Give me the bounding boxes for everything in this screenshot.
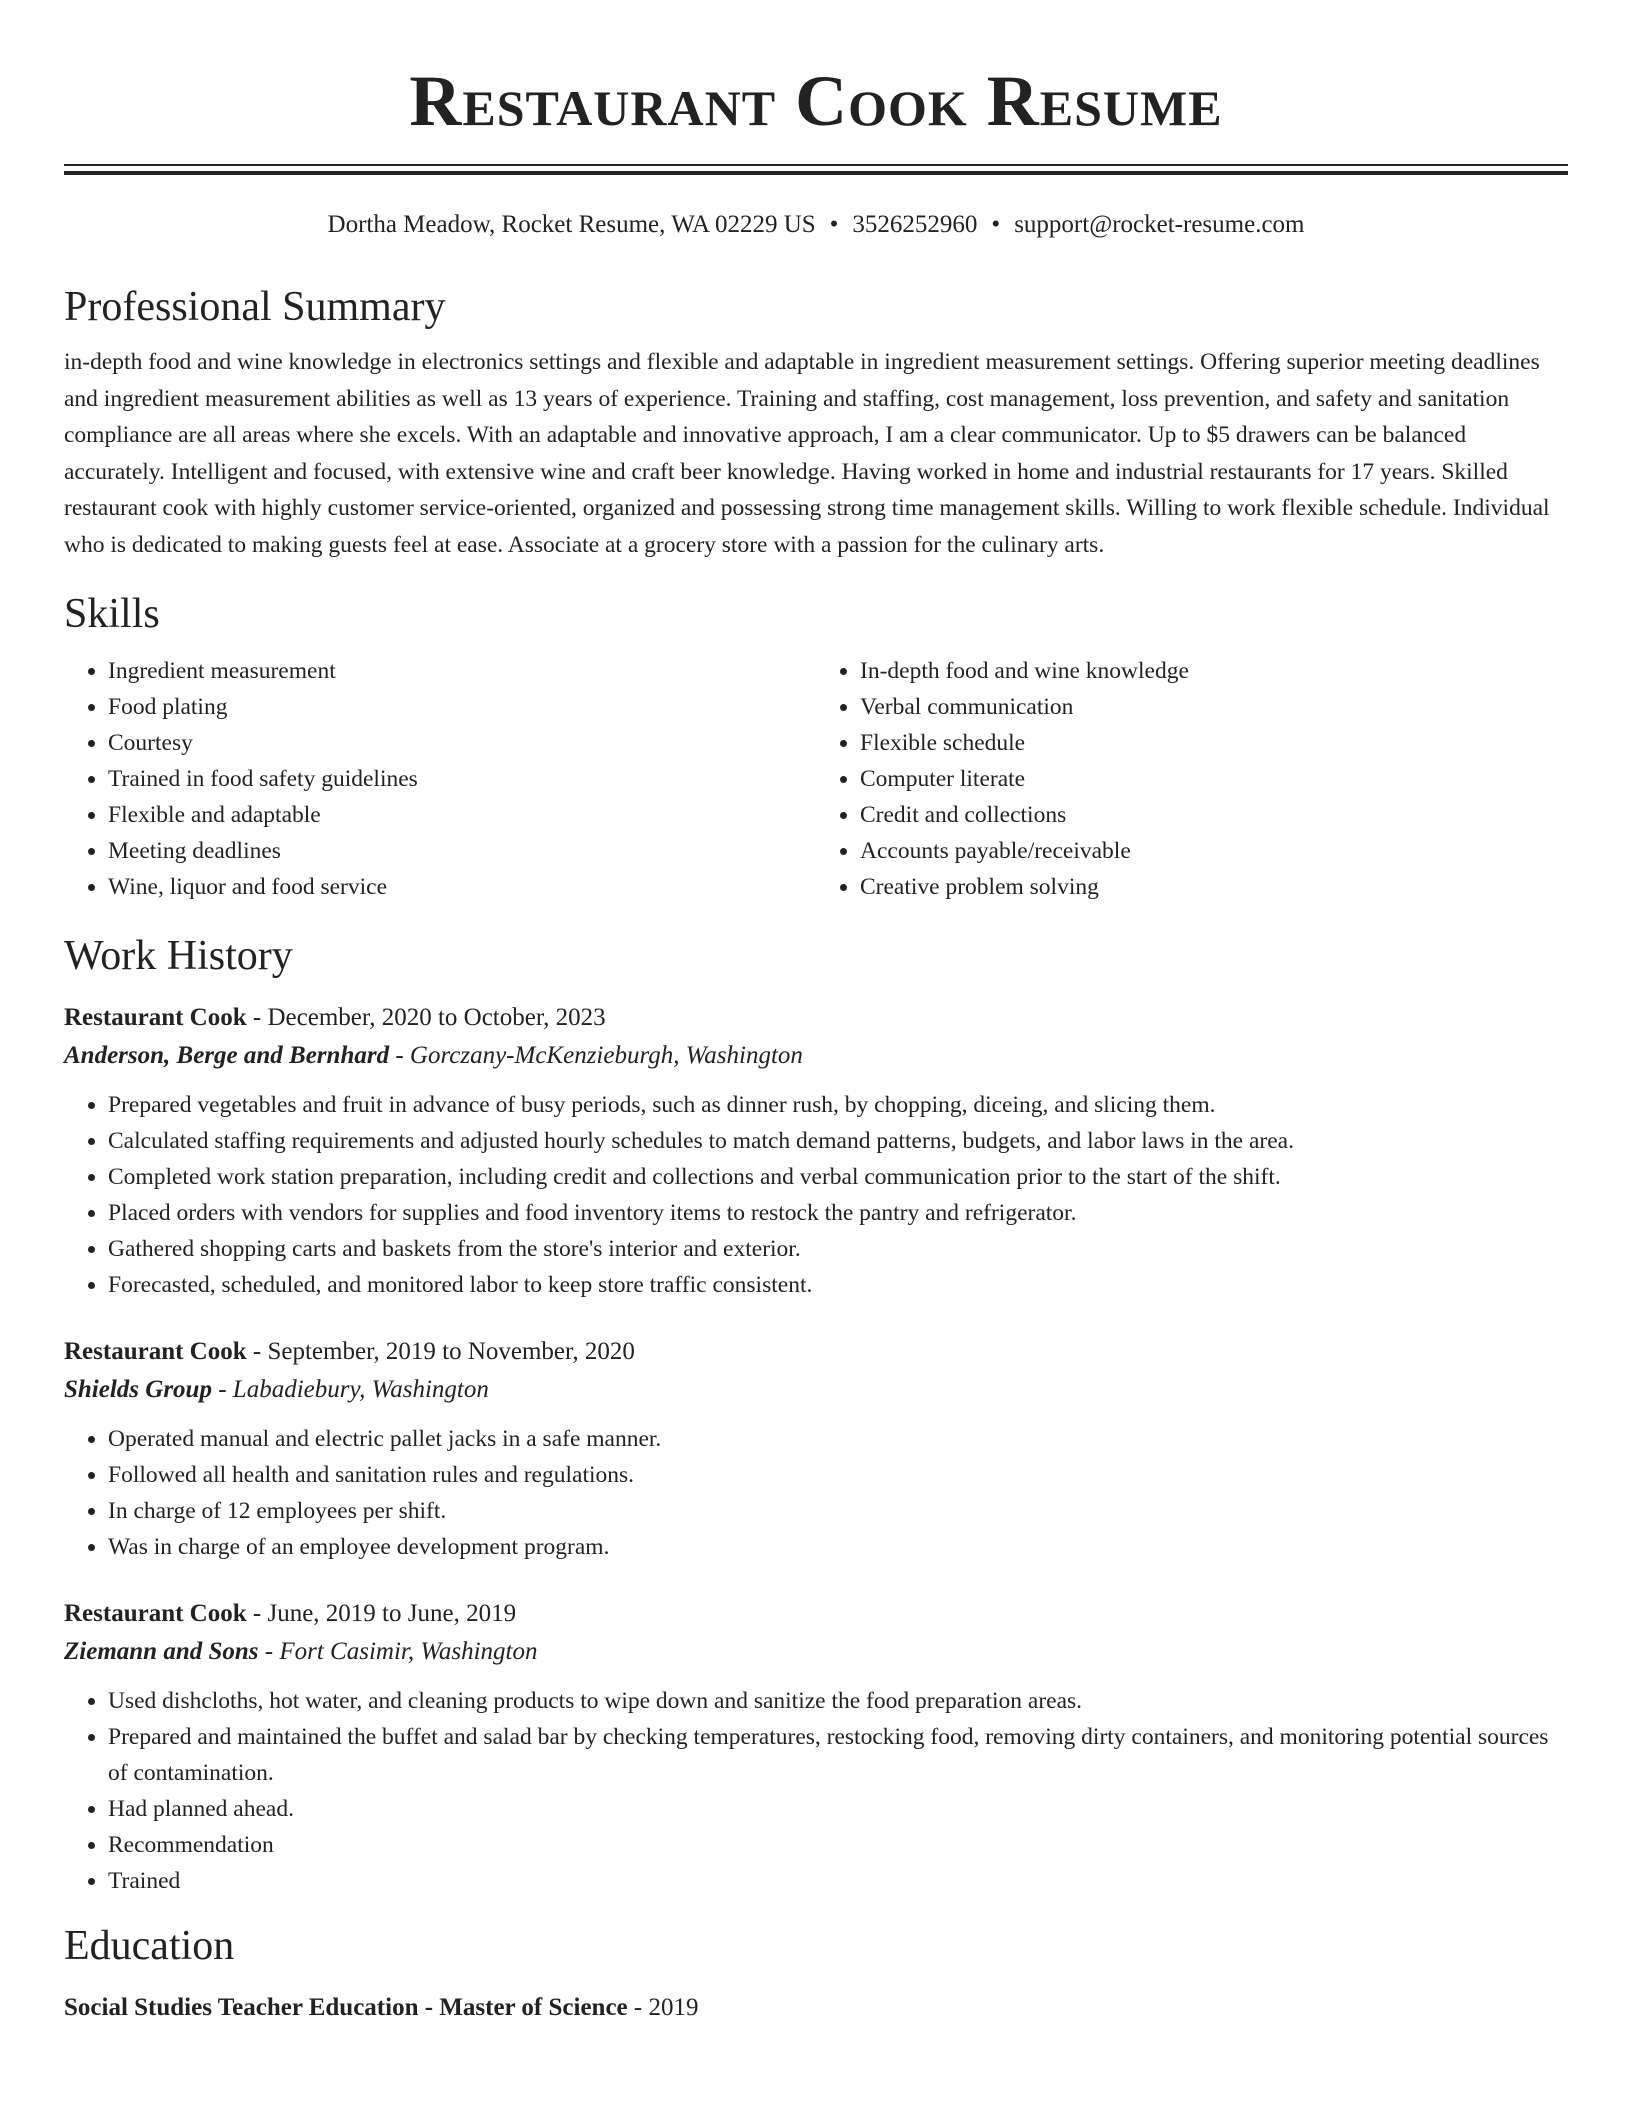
job-bullets bbox=[64, 1421, 1568, 1565]
contact-line bbox=[64, 210, 1568, 240]
work-history-heading: Work History bbox=[64, 933, 293, 979]
summary-text: in-depth food and wine knowledge in electronics settings and flexible and adaptable in ingredient measurement settings. Offering superior meeting deadlines and ingredient measurement abilities as well as 13 years of experience. Training and staffing, cost management, loss prevention, and safety and sanitation compliance are all areas where she excels. With an adaptable and innovative approach, I am a clear communicator. Up to $5 drawers can be balanced accurately. Intelligent and focused, with extensive wine and craft beer knowledge. Having worked in home and industrial restaurants for 17 years. Skilled restaurant cook with highly customer service-oriented, organized and possessing strong time management skills. Willing to work flexible schedule. Individual who is dedicated to making guests feel at ease. Associate at a grocery store with a passion for the culinary arts. bbox=[64, 349, 1550, 558]
job-company-line bbox=[64, 1371, 1568, 1409]
job-company-line bbox=[64, 1037, 1568, 1075]
job-location: - Labadiebury, Washington bbox=[211, 1376, 489, 1403]
job-company: Ziemann and Sons bbox=[64, 1638, 259, 1665]
contact-separator: • bbox=[991, 211, 1001, 238]
education-year: - 2019 bbox=[627, 1994, 699, 2021]
job-bullet: • Operated manual and electric pallet jacks in a safe manner. bbox=[108, 1421, 1568, 1457]
job-title-line bbox=[64, 1595, 1568, 1633]
job-dates: - September, 2019 to November, 2020 bbox=[246, 1338, 635, 1365]
skills-heading: Skills bbox=[64, 591, 160, 637]
job-entry bbox=[64, 999, 1568, 1303]
contact-separator: • bbox=[829, 211, 839, 238]
job-bullet: • Completed work station preparation, including credit and collections and verbal communication prior to the start of the shift. bbox=[108, 1159, 1568, 1195]
job-dates: - June, 2019 to June, 2019 bbox=[246, 1600, 517, 1627]
skill-item: • Food plating bbox=[108, 689, 816, 725]
skill-item: • Flexible schedule bbox=[860, 725, 1568, 761]
title-divider bbox=[64, 164, 1568, 175]
job-bullet: • Prepared vegetables and fruit in advance of busy periods, such as dinner rush, by chopping, diceing, and slicing them. bbox=[108, 1087, 1568, 1123]
job-dates: - December, 2020 to October, 2023 bbox=[246, 1004, 606, 1031]
skill-item: • Courtesy bbox=[108, 725, 816, 761]
job-bullet: • Was in charge of an employee development program. bbox=[108, 1529, 1568, 1565]
job-title: Restaurant Cook bbox=[64, 1600, 247, 1627]
education-entry bbox=[64, 1989, 1568, 2027]
job-entry bbox=[64, 1333, 1568, 1565]
skill-item: • Meeting deadlines bbox=[108, 833, 816, 869]
skill-item: • Accounts payable/receivable bbox=[860, 833, 1568, 869]
job-company-line bbox=[64, 1633, 1568, 1671]
skill-item: • Ingredient measurement bbox=[108, 653, 816, 689]
resume-title: Restaurant Cook Resume bbox=[409, 61, 1223, 141]
contact-email: support@rocket-resume.com bbox=[1014, 211, 1305, 238]
job-bullet: • Recommendation bbox=[108, 1827, 1568, 1863]
job-bullet: • In charge of 12 employees per shift. bbox=[108, 1493, 1568, 1529]
skill-item: • Verbal communication bbox=[860, 689, 1568, 725]
job-location: - Fort Casimir, Washington bbox=[258, 1638, 538, 1665]
job-location: - Gorczany-McKenzieburgh, Washington bbox=[389, 1042, 803, 1069]
skill-item: • Creative problem solving bbox=[860, 869, 1568, 905]
job-bullet: • Followed all health and sanitation rules and regulations. bbox=[108, 1457, 1568, 1493]
skills-list-right bbox=[816, 653, 1568, 905]
skill-item: • In-depth food and wine knowledge bbox=[860, 653, 1568, 689]
job-bullet: • Placed orders with vendors for supplies and food inventory items to restock the pantry and refrigerator. bbox=[108, 1195, 1568, 1231]
education-degree: Social Studies Teacher Education - Master of Science bbox=[64, 1994, 628, 2021]
job-bullet: • Used dishcloths, hot water, and cleaning products to wipe down and sanitize the food preparation areas. bbox=[108, 1683, 1568, 1719]
job-bullets bbox=[64, 1683, 1568, 1899]
divider-thin-line bbox=[64, 164, 1568, 166]
job-title: Restaurant Cook bbox=[64, 1004, 247, 1031]
skills-columns bbox=[64, 653, 1568, 905]
skill-item: • Flexible and adaptable bbox=[108, 797, 816, 833]
contact-phone: 3526252960 bbox=[852, 211, 978, 238]
job-title-line bbox=[64, 1333, 1568, 1371]
job-title-line bbox=[64, 999, 1568, 1037]
job-bullet: • Prepared and maintained the buffet and salad bar by checking temperatures, restocking food, removing dirty containers, and monitoring potential sources of contamination. bbox=[108, 1719, 1568, 1791]
summary-heading: Professional Summary bbox=[64, 284, 446, 330]
job-bullet: • Calculated staffing requirements and adjusted hourly schedules to match demand patterns, budgets, and labor laws in the area. bbox=[108, 1123, 1568, 1159]
job-bullet: • Had planned ahead. bbox=[108, 1791, 1568, 1827]
skill-item: • Computer literate bbox=[860, 761, 1568, 797]
skill-item: • Credit and collections bbox=[860, 797, 1568, 833]
job-title: Restaurant Cook bbox=[64, 1338, 247, 1365]
job-bullet: • Gathered shopping carts and baskets from the store's interior and exterior. bbox=[108, 1231, 1568, 1267]
divider-thick-line bbox=[64, 171, 1568, 175]
job-bullet: • Forecasted, scheduled, and monitored labor to keep store traffic consistent. bbox=[108, 1267, 1568, 1303]
job-bullets bbox=[64, 1087, 1568, 1303]
skill-item: • Wine, liquor and food service bbox=[108, 869, 816, 905]
job-company: Anderson, Berge and Bernhard bbox=[64, 1042, 390, 1069]
job-company: Shields Group bbox=[64, 1376, 212, 1403]
job-entry bbox=[64, 1595, 1568, 1899]
skills-list-left bbox=[64, 653, 816, 905]
contact-address: Dortha Meadow, Rocket Resume, WA 02229 US bbox=[327, 211, 816, 238]
education-heading: Education bbox=[64, 1923, 235, 1969]
job-bullet: • Trained bbox=[108, 1863, 1568, 1899]
skill-item: • Trained in food safety guidelines bbox=[108, 761, 816, 797]
